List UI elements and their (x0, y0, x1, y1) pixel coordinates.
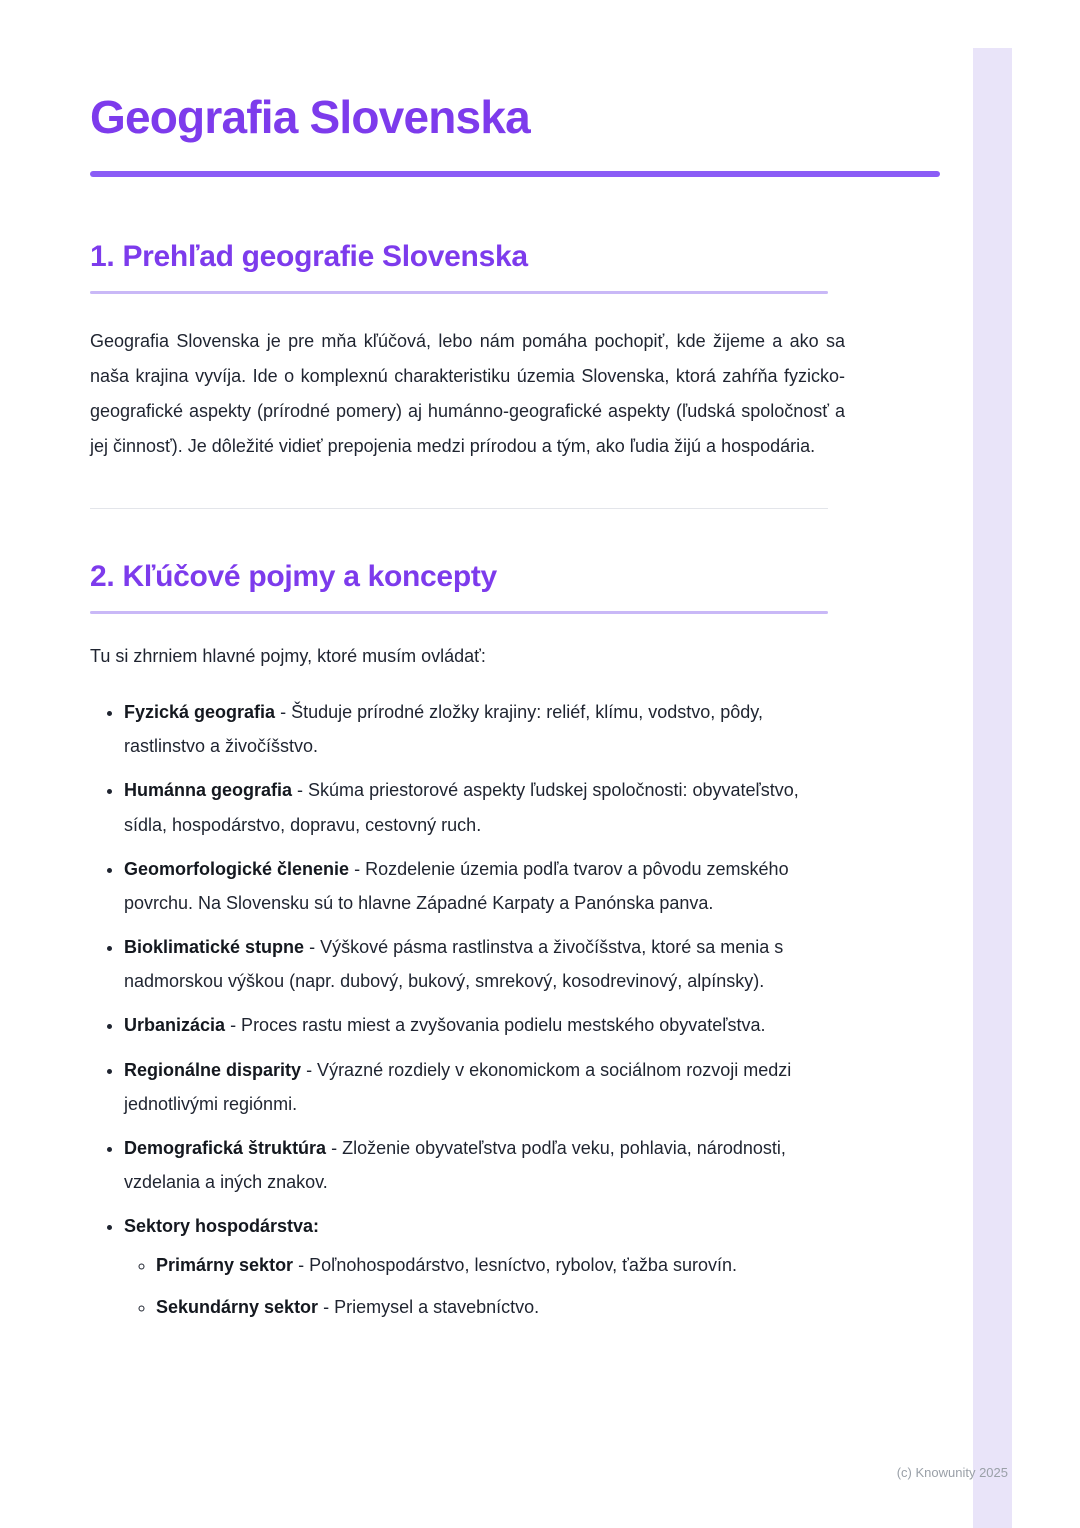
term: Humánna geografia (124, 780, 293, 801)
section-1-heading: 1. Prehľad geografie Slovenska (90, 239, 528, 273)
section-divider (90, 508, 828, 509)
title-underline-rule (90, 171, 940, 177)
footer-credit: (c) Knowunity 2025 (896, 1465, 1008, 1480)
term-description: - Rozdelenie územia podľa tvarov a pôvodu zemského povrchu. Na Slovensku sú to hlavne Západné Karpaty a Panónska panva. (124, 858, 789, 913)
section-2-heading: 2. Kľúčové pojmy a koncepty (90, 559, 497, 593)
list-item (124, 1131, 830, 1199)
concept-list (90, 695, 830, 1324)
term-description: - Výrazné rozdiely v ekonomickom a sociálnom rozvoji medzi jednotlivými regiónmi. (124, 1059, 792, 1114)
overview-paragraph: Geografia Slovenska je pre mňa kľúčová, lebo nám pomáha pochopiť, kde žijeme a ako sa naša krajina vyvíja. Ide o komplexnú charakteristiku územia Slovenska, ktorá zahŕňa fyzicko-geografické aspekty (prírodné pomery) aj humánno-geografické aspekty (ľudská spoločnosť a jej činnosť). Je dôležité vidieť prepojenia medzi prírodou a tým, ako ľudia žijú a hospodária. (90, 330, 845, 456)
term: Sekundárny sektor (156, 1296, 319, 1317)
list-item (124, 695, 830, 763)
section-2-underline-rule (90, 611, 828, 614)
term-description: - Skúma priestorové aspekty ľudskej spoločnosti: obyvateľstvo, sídla, hospodárstvo, dopravu, cestovný ruch. (124, 780, 799, 835)
list-item (124, 1209, 830, 1324)
section-1-underline-rule (90, 291, 828, 294)
term: Regionálne disparity (124, 1059, 302, 1080)
list-item (124, 930, 830, 998)
term: Primárny sektor (156, 1254, 294, 1275)
sublist-item (156, 1248, 830, 1282)
term: Fyzická geografia (124, 701, 276, 722)
term: Geomorfologické členenie (124, 858, 350, 879)
concepts-intro: Tu si zhrniem hlavné pojmy, ktoré musím ovládať: (90, 645, 486, 666)
list-item (124, 852, 830, 920)
sublist-item (156, 1290, 830, 1324)
section-overview (90, 239, 870, 464)
side-stripe-decoration (973, 48, 1012, 1528)
list-item (124, 773, 830, 841)
term-description: - Priemysel a stavebníctvo. (323, 1296, 540, 1317)
section-concepts (90, 559, 870, 1324)
page-title: Geografia Slovenska (90, 91, 530, 143)
term-description: - Poľnohospodárstvo, lesníctvo, rybolov, ťažba surovín. (298, 1254, 737, 1275)
term-description: - Študuje prírodné zložky krajiny: reliéf, klímu, vodstvo, pôdy, rastlinstvo a živočíšstvo. (124, 701, 763, 757)
term: Bioklimatické stupne (124, 937, 305, 958)
term-description: - Výškové pásma rastlinstva a živočíšstva, ktoré sa menia s nadmorskou výškou (napr. dubový, bukový, smrekový, kosodrevinový, alpínsky). (124, 937, 784, 992)
concept-sublist (124, 1248, 830, 1324)
list-item (124, 1008, 830, 1042)
term: Urbanizácia (124, 1015, 226, 1036)
list-item (124, 1053, 830, 1121)
term: Sektory hospodárstva: (124, 1216, 320, 1237)
term-description: - Zloženie obyvateľstva podľa veku, pohlavia, národnosti, vzdelania a iných znakov. (124, 1138, 786, 1193)
term-description: - Proces rastu miest a zvyšovania podielu mestského obyvateľstva. (230, 1015, 766, 1036)
term: Demografická štruktúra (124, 1138, 327, 1159)
